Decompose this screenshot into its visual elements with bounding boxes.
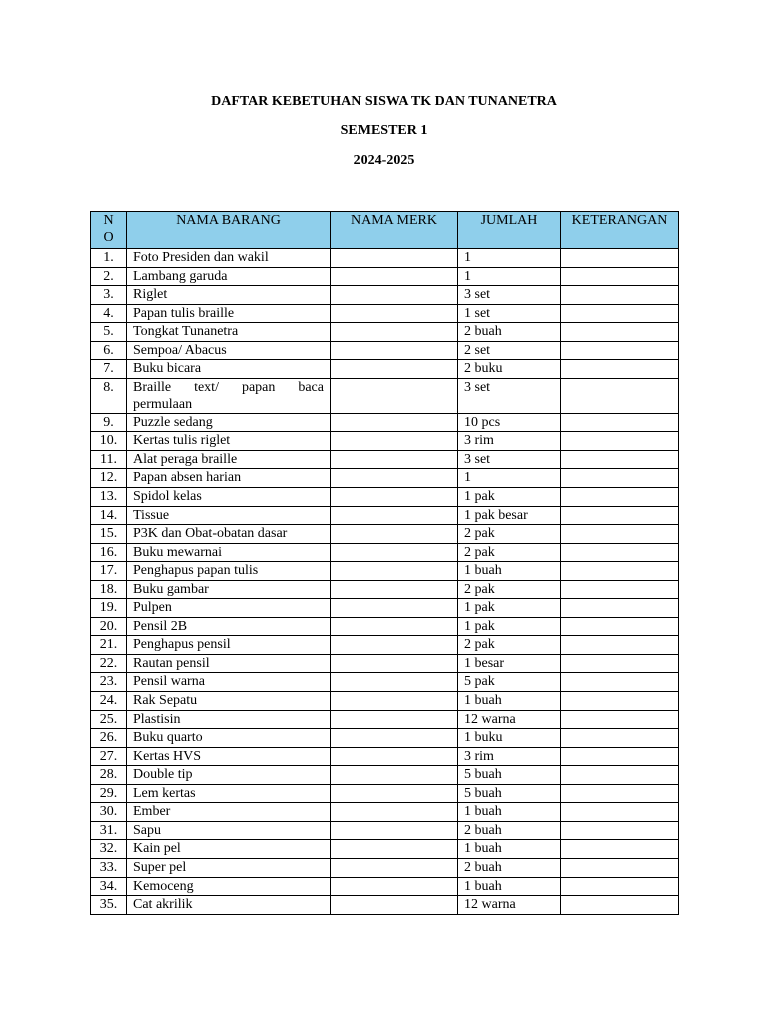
cell-jumlah: 1 buah [458, 803, 561, 822]
cell-no: 1. [91, 249, 127, 268]
cell-nama-merk [331, 360, 458, 379]
header-keterangan: KETERANGAN [561, 212, 679, 249]
cell-nama-merk [331, 710, 458, 729]
cell-no: 25. [91, 710, 127, 729]
cell-jumlah: 1 besar [458, 654, 561, 673]
cell-no: 14. [91, 506, 127, 525]
cell-nama-barang: Riglet [127, 286, 331, 305]
cell-keterangan [561, 821, 679, 840]
cell-jumlah: 12 warna [458, 896, 561, 915]
table-row [91, 543, 679, 562]
cell-nama-barang: Tongkat Tunanetra [127, 323, 331, 342]
header-no: NO [91, 212, 127, 249]
cell-keterangan [561, 766, 679, 785]
table-row [91, 840, 679, 859]
cell-nama-merk [331, 896, 458, 915]
table-row [91, 766, 679, 785]
cell-nama-merk [331, 654, 458, 673]
cell-nama-merk [331, 784, 458, 803]
cell-jumlah: 2 pak [458, 580, 561, 599]
cell-keterangan [561, 506, 679, 525]
cell-nama-merk [331, 580, 458, 599]
table-row [91, 341, 679, 360]
table-row [91, 432, 679, 451]
table-row [91, 304, 679, 323]
cell-jumlah: 5 buah [458, 784, 561, 803]
cell-nama-barang: Foto Presiden dan wakil [127, 249, 331, 268]
table-row [91, 323, 679, 342]
cell-keterangan [561, 784, 679, 803]
cell-nama-barang: P3K dan Obat-obatan dasar [127, 525, 331, 544]
cell-nama-barang: Lem kertas [127, 784, 331, 803]
cell-nama-barang: Lambang garuda [127, 267, 331, 286]
header-nama-barang: NAMA BARANG [127, 212, 331, 249]
cell-nama-barang: Alat peraga braille [127, 450, 331, 469]
cell-jumlah: 1 buah [458, 692, 561, 711]
cell-nama-merk [331, 821, 458, 840]
cell-nama-barang: Braille text/ papan baca permulaan [127, 378, 331, 413]
cell-nama-barang: Rautan pensil [127, 654, 331, 673]
cell-nama-barang: Pensil warna [127, 673, 331, 692]
cell-nama-barang: Buku quarto [127, 729, 331, 748]
cell-no: 3. [91, 286, 127, 305]
cell-nama-merk [331, 562, 458, 581]
cell-nama-barang: Kertas HVS [127, 747, 331, 766]
cell-nama-barang: Kertas tulis riglet [127, 432, 331, 451]
cell-nama-barang: Sempoa/ Abacus [127, 341, 331, 360]
cell-nama-merk [331, 249, 458, 268]
cell-keterangan [561, 858, 679, 877]
cell-keterangan [561, 267, 679, 286]
cell-nama-barang: Papan tulis braille [127, 304, 331, 323]
table-row [91, 729, 679, 748]
cell-keterangan [561, 692, 679, 711]
cell-no: 26. [91, 729, 127, 748]
cell-no: 6. [91, 341, 127, 360]
cell-nama-merk [331, 599, 458, 618]
table-row [91, 747, 679, 766]
cell-no: 34. [91, 877, 127, 896]
cell-keterangan [561, 599, 679, 618]
cell-no: 29. [91, 784, 127, 803]
cell-keterangan [561, 360, 679, 379]
cell-keterangan [561, 450, 679, 469]
cell-jumlah: 2 buah [458, 323, 561, 342]
cell-keterangan [561, 562, 679, 581]
cell-nama-merk [331, 267, 458, 286]
cell-jumlah: 1 buah [458, 562, 561, 581]
cell-nama-barang: Tissue [127, 506, 331, 525]
cell-no: 30. [91, 803, 127, 822]
cell-keterangan [561, 525, 679, 544]
cell-nama-merk [331, 858, 458, 877]
table-header-row [91, 212, 679, 249]
cell-no: 20. [91, 617, 127, 636]
table-row [91, 506, 679, 525]
cell-keterangan [561, 840, 679, 859]
cell-nama-merk [331, 747, 458, 766]
cell-jumlah: 1 pak [458, 617, 561, 636]
cell-no: 2. [91, 267, 127, 286]
cell-nama-barang: Spidol kelas [127, 488, 331, 507]
cell-keterangan [561, 803, 679, 822]
cell-nama-barang: Plastisin [127, 710, 331, 729]
cell-no: 35. [91, 896, 127, 915]
cell-jumlah: 3 rim [458, 432, 561, 451]
cell-keterangan [561, 636, 679, 655]
cell-nama-merk [331, 341, 458, 360]
cell-nama-barang: Rak Sepatu [127, 692, 331, 711]
cell-nama-merk [331, 488, 458, 507]
cell-nama-barang: Double tip [127, 766, 331, 785]
cell-nama-barang: Kain pel [127, 840, 331, 859]
cell-keterangan [561, 323, 679, 342]
header-jumlah: JUMLAH [458, 212, 561, 249]
cell-nama-merk [331, 506, 458, 525]
cell-keterangan [561, 747, 679, 766]
cell-keterangan [561, 304, 679, 323]
cell-jumlah: 2 pak [458, 543, 561, 562]
table-row [91, 803, 679, 822]
table-row [91, 249, 679, 268]
cell-nama-merk [331, 450, 458, 469]
cell-nama-barang: Penghapus papan tulis [127, 562, 331, 581]
cell-no: 31. [91, 821, 127, 840]
table-row [91, 617, 679, 636]
cell-jumlah: 1 buah [458, 840, 561, 859]
cell-nama-merk [331, 432, 458, 451]
cell-jumlah: 1 pak [458, 599, 561, 618]
cell-nama-barang: Papan absen harian [127, 469, 331, 488]
cell-nama-barang: Sapu [127, 821, 331, 840]
cell-no: 15. [91, 525, 127, 544]
cell-no: 22. [91, 654, 127, 673]
cell-no: 13. [91, 488, 127, 507]
cell-jumlah: 3 rim [458, 747, 561, 766]
cell-keterangan [561, 249, 679, 268]
cell-keterangan [561, 729, 679, 748]
cell-nama-merk [331, 286, 458, 305]
table-row [91, 710, 679, 729]
cell-keterangan [561, 877, 679, 896]
cell-nama-barang: Buku gambar [127, 580, 331, 599]
cell-no: 28. [91, 766, 127, 785]
cell-no: 19. [91, 599, 127, 618]
cell-nama-merk [331, 803, 458, 822]
table-row [91, 360, 679, 379]
cell-nama-merk [331, 877, 458, 896]
table-row [91, 525, 679, 544]
table-row [91, 562, 679, 581]
table-row [91, 469, 679, 488]
cell-no: 16. [91, 543, 127, 562]
cell-jumlah: 2 buah [458, 858, 561, 877]
cell-no: 11. [91, 450, 127, 469]
cell-nama-merk [331, 840, 458, 859]
cell-keterangan [561, 286, 679, 305]
cell-no: 5. [91, 323, 127, 342]
cell-no: 8. [91, 378, 127, 413]
cell-nama-merk [331, 469, 458, 488]
cell-nama-merk [331, 378, 458, 413]
cell-nama-barang: Pulpen [127, 599, 331, 618]
cell-nama-merk [331, 323, 458, 342]
header-nama-merk: NAMA MERK [331, 212, 458, 249]
cell-nama-barang: Ember [127, 803, 331, 822]
cell-keterangan [561, 617, 679, 636]
cell-nama-barang: Pensil 2B [127, 617, 331, 636]
cell-nama-barang: Super pel [127, 858, 331, 877]
year-label: 2024-2025 [353, 153, 415, 168]
cell-keterangan [561, 896, 679, 915]
cell-keterangan [561, 413, 679, 432]
cell-jumlah: 1 set [458, 304, 561, 323]
cell-keterangan [561, 710, 679, 729]
table-body [91, 249, 679, 915]
cell-jumlah: 12 warna [458, 710, 561, 729]
table-row [91, 488, 679, 507]
cell-no: 10. [91, 432, 127, 451]
cell-jumlah: 1 buah [458, 877, 561, 896]
table-row [91, 413, 679, 432]
cell-no: 23. [91, 673, 127, 692]
cell-keterangan [561, 378, 679, 413]
cell-jumlah: 1 pak [458, 488, 561, 507]
cell-nama-merk [331, 617, 458, 636]
table-row [91, 378, 679, 413]
cell-no: 7. [91, 360, 127, 379]
cell-keterangan [561, 580, 679, 599]
cell-jumlah: 2 pak [458, 525, 561, 544]
table-row [91, 673, 679, 692]
cell-nama-merk [331, 729, 458, 748]
cell-no: 27. [91, 747, 127, 766]
table-row [91, 858, 679, 877]
cell-jumlah: 1 [458, 249, 561, 268]
cell-nama-barang: Kemoceng [127, 877, 331, 896]
table-row [91, 267, 679, 286]
cell-jumlah: 5 buah [458, 766, 561, 785]
needs-table [90, 211, 679, 915]
cell-jumlah: 1 buku [458, 729, 561, 748]
cell-keterangan [561, 673, 679, 692]
document-title: DAFTAR KEBETUHAN SISWA TK DAN TUNANETRA [211, 94, 557, 109]
cell-jumlah: 2 buku [458, 360, 561, 379]
table-row [91, 654, 679, 673]
semester-label: SEMESTER 1 [340, 123, 428, 138]
cell-nama-merk [331, 525, 458, 544]
cell-nama-merk [331, 636, 458, 655]
cell-jumlah: 5 pak [458, 673, 561, 692]
table-row [91, 692, 679, 711]
cell-no: 33. [91, 858, 127, 877]
table-row [91, 450, 679, 469]
cell-no: 4. [91, 304, 127, 323]
cell-nama-barang: Puzzle sedang [127, 413, 331, 432]
cell-nama-barang: Penghapus pensil [127, 636, 331, 655]
cell-jumlah: 3 set [458, 286, 561, 305]
cell-nama-barang: Cat akrilik [127, 896, 331, 915]
cell-jumlah: 2 buah [458, 821, 561, 840]
cell-nama-barang: Buku mewarnai [127, 543, 331, 562]
cell-keterangan [561, 654, 679, 673]
cell-keterangan [561, 488, 679, 507]
cell-no: 17. [91, 562, 127, 581]
cell-no: 32. [91, 840, 127, 859]
cell-jumlah: 1 [458, 469, 561, 488]
table-row [91, 636, 679, 655]
cell-jumlah: 1 pak besar [458, 506, 561, 525]
cell-no: 9. [91, 413, 127, 432]
cell-no: 21. [91, 636, 127, 655]
cell-nama-merk [331, 543, 458, 562]
cell-nama-merk [331, 304, 458, 323]
table-row [91, 821, 679, 840]
table-row [91, 784, 679, 803]
cell-jumlah: 3 set [458, 450, 561, 469]
cell-jumlah: 3 set [458, 378, 561, 413]
table-row [91, 286, 679, 305]
cell-no: 24. [91, 692, 127, 711]
cell-nama-barang: Buku bicara [127, 360, 331, 379]
cell-keterangan [561, 543, 679, 562]
cell-jumlah: 2 set [458, 341, 561, 360]
cell-nama-merk [331, 673, 458, 692]
table-row [91, 599, 679, 618]
cell-no: 12. [91, 469, 127, 488]
table-row [91, 877, 679, 896]
cell-keterangan [561, 469, 679, 488]
cell-jumlah: 1 [458, 267, 561, 286]
table-row [91, 580, 679, 599]
cell-nama-merk [331, 692, 458, 711]
cell-keterangan [561, 341, 679, 360]
cell-nama-merk [331, 413, 458, 432]
cell-keterangan [561, 432, 679, 451]
table-row [91, 896, 679, 915]
cell-jumlah: 2 pak [458, 636, 561, 655]
cell-jumlah: 10 pcs [458, 413, 561, 432]
cell-no: 18. [91, 580, 127, 599]
cell-nama-merk [331, 766, 458, 785]
